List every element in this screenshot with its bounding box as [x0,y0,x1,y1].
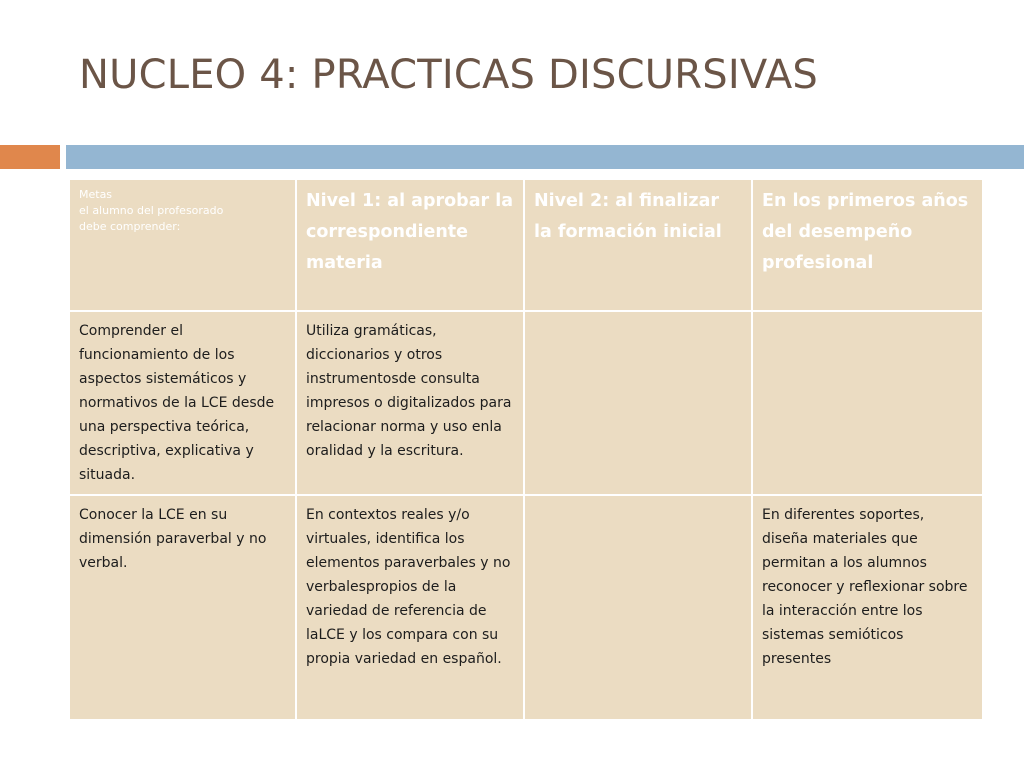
orange-accent-bar [0,145,60,169]
row1-nivel1-cell: Utiliza gramáticas, diccionarios y otros instrumentosde consulta impresos o digitalizados para relacionar norma y uso enla oralidad y la escritura. [296,311,524,495]
row2-meta-cell: Conocer la LCE en su dimensión paraverbal y no verbal. [69,495,296,720]
table-row [69,495,983,720]
header-cell-nivel-1: Nivel 1: al aprobar la correspondiente materia [296,179,524,311]
header-cell-nivel-2: Nivel 2: al finalizar la formación inicial [524,179,752,311]
row2-nivel3-cell: En diferentes soportes, diseña materiales que permitan a los alumnos reconocer y reflexionar sobre la interacción entre los sistemas semióticos presentes [752,495,983,720]
row2-nivel2-cell [524,495,752,720]
blue-accent-bar [66,145,1024,169]
table-row [69,311,983,495]
row1-meta-cell: Comprender el funcionamiento de los aspectos sistemáticos y normativos de la LCE desde una perspectiva teórica, descriptiva, explicativa y situada. [69,311,296,495]
table-header-row [69,179,983,311]
header-cell-metas [69,179,296,311]
metas-subject-line: el alumno del profesorado [79,204,224,217]
row1-nivel2-cell [524,311,752,495]
row1-nivel3-cell [752,311,983,495]
metas-verb-line: debe comprender: [79,220,181,233]
row2-nivel1-cell: En contextos reales y/o virtuales, identifica los elementos paraverbales y no verbalespropios de la variedad de referencia de laLCE y los compara con su propia variedad en español. [296,495,524,720]
slide-title: NUCLEO 4: PRACTICAS DISCURSIVAS [79,52,818,98]
metas-label: Metas [79,188,113,201]
header-cell-nivel-3: En los primeros años del desempeño profesional [752,179,983,311]
competency-table [68,178,984,721]
